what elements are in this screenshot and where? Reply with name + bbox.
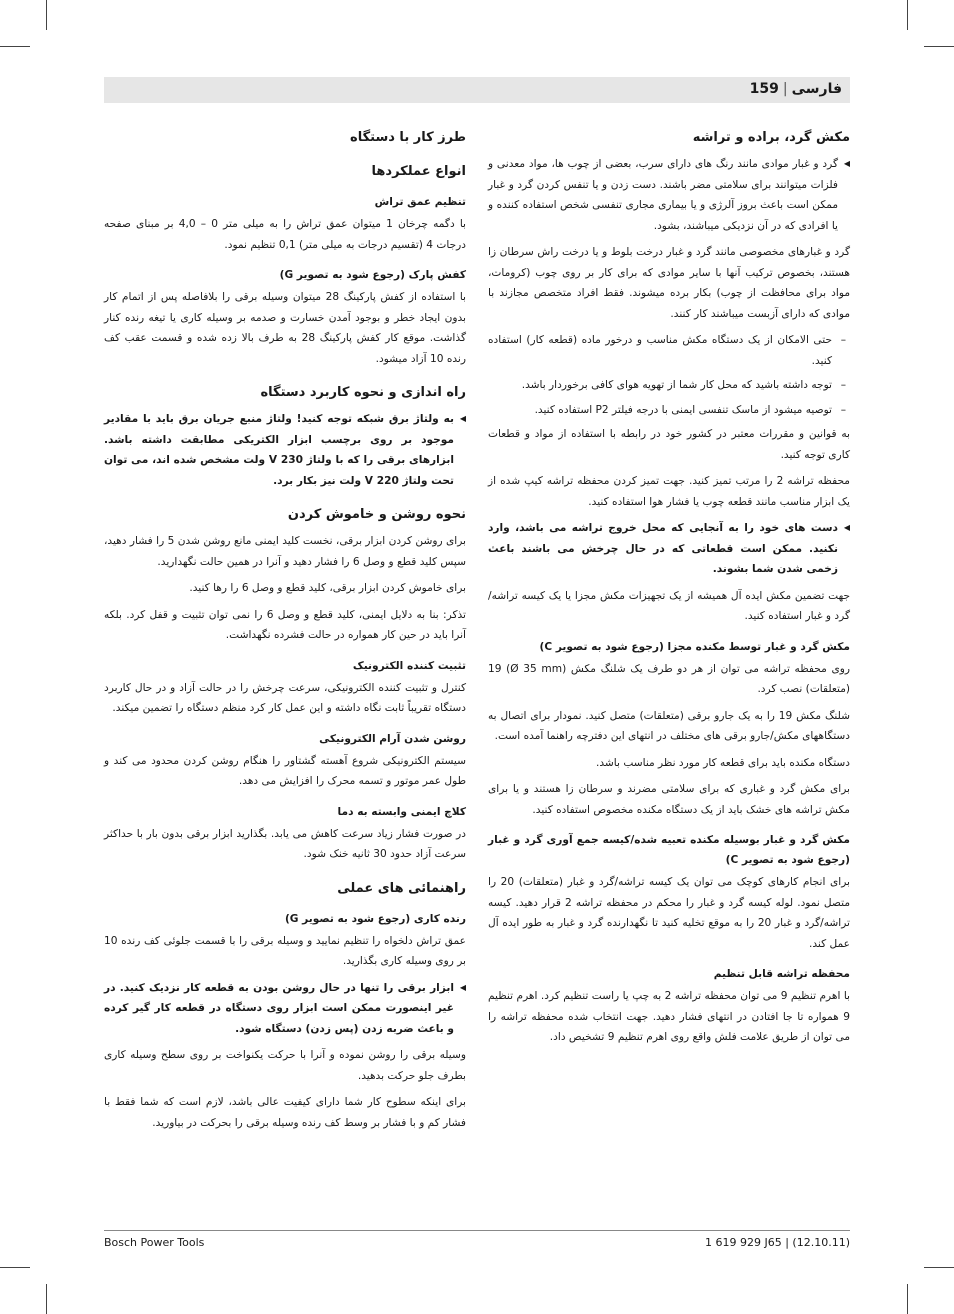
subheading: مکش گرد و غبار بوسیله مکنده تعبیه شده/کیسه جمع آوری گرد و غبار (رجوع شود به تصویر C) (488, 834, 850, 866)
subheading: محفظه تراشه قابل تنظیم (713, 968, 850, 980)
subheading: رنده کاری (رجوع شود به تصویر G) (284, 912, 466, 925)
paragraph: عمق تراش دلخواه را تنظیم نمایید و وسیله برقی را با قسمت جلوئی کف رنده 10 بر روی وسیله کاری بگذارید. (104, 934, 466, 967)
dash-item: – توجه داشته باشید که محل کار شما از تهویه هوای کافی برخوردار باشد. (488, 375, 850, 396)
paragraph: برای مکش گرد و غباری که برای سلامتی مضرند و سرطان زا هستند و یا برای مکش تراشه های خشک باید از یک دستگاه مکنده مخصوص استفاده کنید. (488, 783, 850, 816)
section-title: مکش گرد، براده و تراشه (692, 130, 850, 145)
paragraph: محفظه تراشه 2 را مرتب تمیز کنید. جهت تمیز کردن محفظه تراشه کیپ شده از یک ابزار مناسب مانند قطعه چوب یا فشار هوا استفاده کنید. (488, 475, 850, 508)
paragraph: با دگمه چرخان 1 میتوان عمق تراش را به میلی متر 0 – 4,0 بر مبنای صفحه درجات 4 (تقسیم درجات به میلی متر) 0,1 تنظیم نمود. (104, 218, 466, 251)
paragraph: دستگاه مکنده باید برای قطعه کار مورد نظر مناسب باشد. (595, 756, 850, 769)
dash-item: – حتی الامکان از یک دستگاه مکش مناسب و درخور ماده (قطعه کار) استفاده کنید. (488, 330, 850, 371)
dash-item: – توصیه میشود از ماسک تنفسی ایمنی با درجه فیلتر P2 استفاده کنید. (488, 400, 850, 421)
paragraph: کنترل و تثبیت کننده الکترونیکی، سرعت چرخش را در حالت آزاد و در حال کاربرد دستگاه تقریباً ثابت نگاه داشته و این عمل کار کرد منظم دستگاه را تضمین میکند. (104, 681, 466, 714)
warning-paragraph: ◀ به ولتاژ برق شبکه توجه کنید! ولتاژ منبع جریان برق باید با مقادیر موجود بر روی برچسب ابزار الکتریکی مطابقت داشته باشد. ابزارهای برقی را که با ولتاژ 230 V ولت مشخص شده اند، می توان تحت ولتاژ 220 V ولت نیز بکار برد. (104, 409, 466, 491)
section-heading: راه اندازی و نحوه کاربرد دستگاه (260, 385, 466, 400)
crop-mark (46, 1284, 47, 1314)
paragraph: گرد و غبارهای مخصوصی مانند گرد و غبار درخت بلوط و یا درخت راش سرطان زا هستند، بخصوص ترکیب آنها با سایر موادی که برای کار بر روی چوب (کرومات، مواد برای محافظت از چوب) بکار برده میشوند. فقط افراد متخصص مجازند با موادی که دارای آزبست میباشند کار کنند. (488, 246, 850, 320)
crop-mark (46, 0, 47, 30)
section-title: طرز کار با دستگاه (350, 130, 466, 145)
footer-brand: Bosch Power Tools (104, 1236, 205, 1249)
warning-paragraph: ◀ ابزار برقی را تنها در حال روشن بودن به قطعه کار نزدیک کنید. در غیر اینصورت ممکن است ابزار روی دستگاه در قطعه کار گیر کرده و باعث ضربه زدن (پس زدن) دستگاه شود. (104, 978, 466, 1040)
page-header (104, 77, 850, 103)
subheading: مکش گرد و غبار توسط مکنده مجزا (رجوع شود به تصویر C) (539, 640, 850, 653)
paragraph: در صورت فشار زیاد سرعت کاهش می یابد. بگذارید ابزار برقی بدون بار با حداکثر سرعت آزاد حدود 30 ثانیه خنک شود. (104, 827, 466, 860)
subheading: تثبیت کننده الکترونیک (352, 659, 466, 672)
paragraph: برای اینکه سطوح کار شما دارای کیفیت عالی باشد، لازم است که شما فقط با فشار کم و با فشار بر وسط کف رنده وسیله برقی را بحرکت در بیاورید. (104, 1096, 466, 1129)
subheading: روشن شدن آرام الکترونیکی (319, 732, 466, 745)
warning-paragraph: ◀ دست های خود را به آنجایی که محل خروج تراشه می باشد، وارد نکنید. ممکن است قطعاتی که در حال چرخش می باشند باعث زخمی شدن شما بشوند. (488, 518, 850, 580)
paragraph: با استفاده از کفش پارکینگ 28 میتوان وسیله برقی را بلافاصله پس از اتمام کار بدون ایجاد خطر و بوجود آمدن خسارت و صدمه بر وسیله کاری یا تیغه رنده کنار گذاشت. موقع کار کفش پارکینگ 28 به طرف بالا زده شده و قسمت عقب کف رنده 10 آزاد میشود. (104, 291, 466, 365)
crop-mark (0, 1267, 30, 1268)
crop-mark (0, 46, 30, 47)
page-number: 159 (749, 81, 779, 97)
paragraph: با اهرم تنظیم 9 می توان محفظه تراشه 2 به چپ یا راست تنظیم کرد. اهرم تنظیم 9 همواره تا جا افتادن در انتهای فشار دهید. جهت انتخاب شده محفظه تراشه را می توان از طریق علامت فلش واقع روی اهرم تنظیم 9 تشخیص داد. (488, 990, 850, 1043)
paragraph: تذکر: بنا به دلایل ایمنی، کلید قطع و وصل 6 را نمی توان تثبیت و قفل کرد. بلکه آنرا باید در حین کار همواره در حالت فشرده نگهداشت. (104, 608, 466, 641)
subheading: تنظیم عمق تراش (374, 196, 466, 208)
left-column (104, 128, 466, 1139)
crop-mark (924, 46, 954, 47)
crop-mark (924, 1267, 954, 1268)
section-heading: نحوه روشن و خاموش کردن (287, 507, 466, 522)
warning-paragraph: ◀ گرد و غبار موادی مانند رنگ های دارای سرب، بعضی از چوب ها، مواد معدنی و فلزات میتوانند برای سلامتی مضر باشند. دست زدن و یا تنفس کردن گرد و غبار ممکن است باعث بروز آلرژی و یا بیماری مجاری تنفسی شخص استفاده کننده و یا افرادی که در آن نزدیکی میباشند، بشود. (488, 154, 850, 236)
paragraph: وسیله برقی را روشن نموده و آنرا با حرکت یکنواخت بر روی سطح وسیله کاری بطرف جلو حرکت بدهید. (104, 1049, 466, 1082)
subheading: کفش پارک (رجوع شود به تصویر G) (279, 269, 466, 281)
paragraph: سیستم الکترونیکی شروع آهسته گشتاور را هنگام روشن کردن محدود می کند و طول عمر موتور و تسمه محرک را افزایش می دهد. (104, 754, 466, 787)
paragraph: برای خاموش کردن ابزار برقی، کلید قطع و وصل 6 را رها کنید. (189, 582, 466, 594)
header-language: فارسی (791, 81, 842, 97)
paragraph: برای روشن کردن ابزار برقی، نخست کلید ایمنی مانع روشن شدن 5 را فشار دهید، سپس کلید قطع و وصل 6 را فشار دهید و آنرا در همین حالت نگهدارید. (104, 535, 466, 568)
footer-divider (104, 1230, 850, 1231)
header-separator: | (782, 81, 788, 97)
paragraph: شلنگ مکش 19 را به یک جارو برقی (متعلقات) متصل کنید. نمودار برای اتصال به دستگاههای مکش/جارو برقی های مختلف در انتهای این دفترچه راهنما آمده است. (488, 709, 851, 742)
paragraph: به قوانین و مقررات معتبر در کشور خود در رابطه با استفاده از مواد و قطعات کاری توجه کنید. (488, 428, 850, 461)
paragraph: برای انجام کارهای کوچک می توان یک کیسه تراشه/گرد و غبار (متعلقات) 20 را متصل نمود. لوله کیسه گرد و غبار را محکم در محفظه تراشه 2 قرار دهید. کیسه تراشه/گرد و غبار 20 را به موقع تخلیه کنید تا نگهدارنده گرد و غبار به طور ایده آل عمل کند. (488, 876, 850, 950)
paragraph: جهت تضمین مکش ایده آل همیشه از یک تجهیزات مکش مجزا یا یک کیسه تراشه/گرد و غبار استفاده کنید. (488, 589, 850, 622)
crop-mark (907, 0, 908, 30)
paragraph: روی محفظه تراشه می توان از هر دو طرف یک شلنگ مکش (Ø 35 mm) 19 (متعلقات) نصب کرد. (488, 662, 850, 695)
right-column (488, 128, 850, 1054)
crop-mark (907, 1284, 908, 1314)
section-heading: راهنمائی های عملی (337, 880, 466, 896)
section-heading: انواع عملکردها (371, 164, 466, 179)
header-title (750, 81, 842, 97)
footer-doc-ref: 1 619 929 J65 | (12.10.11) (705, 1236, 850, 1249)
subheading: کلاچ ایمنی وابسته به دما (337, 805, 466, 818)
